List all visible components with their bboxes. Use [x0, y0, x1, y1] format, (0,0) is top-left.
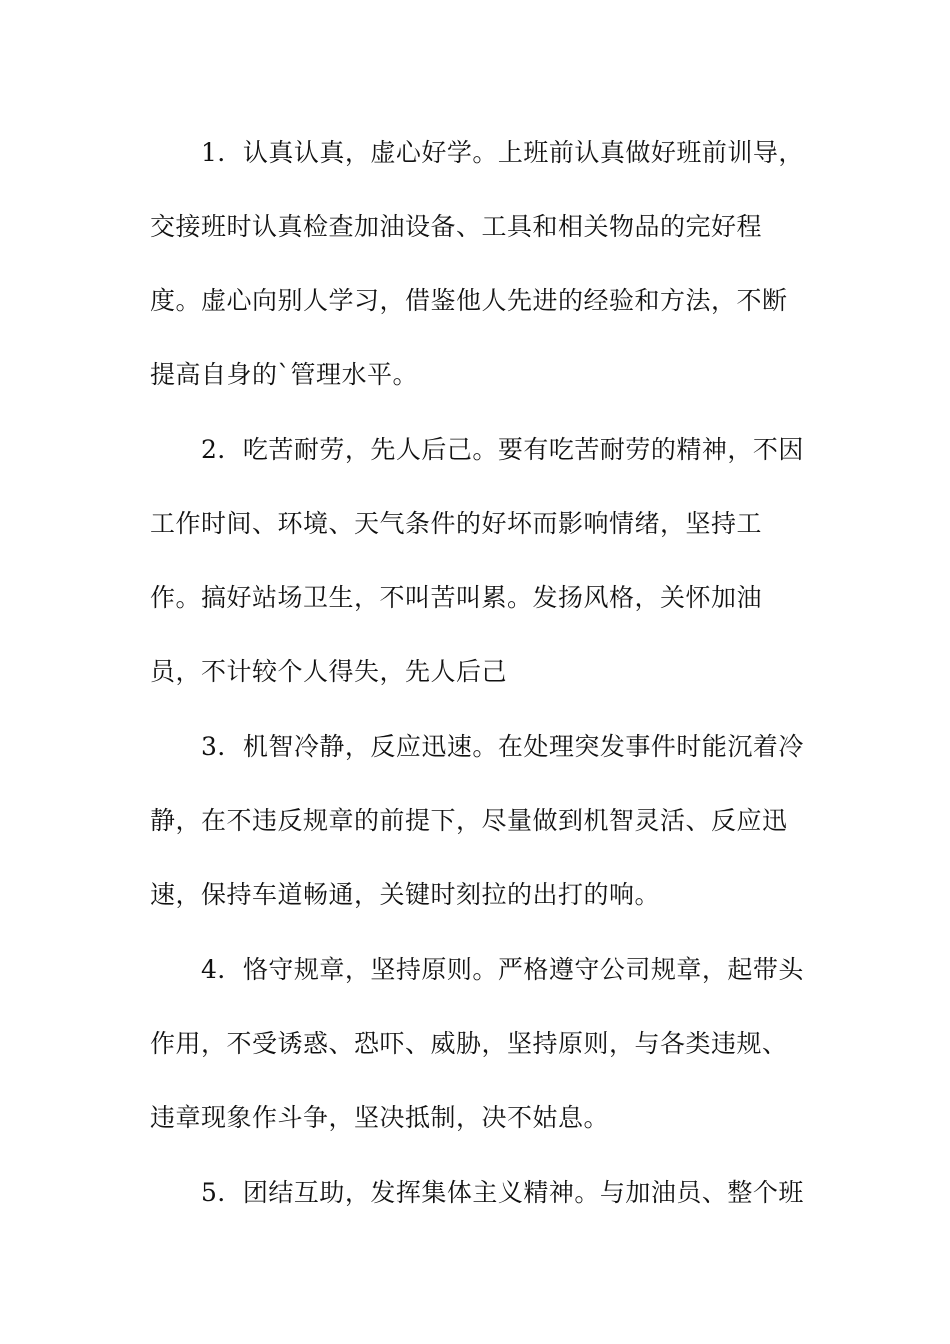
text-line-4: 提高自身的`管理水平。 — [150, 360, 419, 389]
text-line-13: 作用，不受诱惑、恐吓、威胁，坚持原则，与各类违规、 — [150, 1029, 788, 1058]
text-line-15: 5．团结互助，发挥集体主义精神。与加油员、整个班 — [150, 1178, 804, 1207]
text-line-5: 2．吃苦耐劳，先人后己。要有吃苦耐劳的精神，不因 — [150, 435, 804, 464]
text-line-1: 1．认真认真，虚心好学。上班前认真做好班前训导， — [150, 138, 804, 167]
text-line-11: 速，保持车道畅通，关键时刻拉的出打的响。 — [150, 880, 661, 909]
text-line-3: 度。虚心向别人学习，借鉴他人先进的经验和方法，不断 — [150, 286, 788, 315]
text-line-2: 交接班时认真检查加油设备、工具和相关物品的完好程 — [150, 212, 763, 241]
text-line-12: 4．恪守规章，坚持原则。严格遵守公司规章，起带头 — [150, 955, 804, 984]
text-line-10: 静，在不违反规章的前提下，尽量做到机智灵活、反应迅 — [150, 806, 788, 835]
text-line-9: 3．机智冷静，反应迅速。在处理突发事件时能沉着冷 — [150, 732, 804, 761]
text-line-6: 工作时间、环境、天气条件的好坏而影响情绪，坚持工 — [150, 509, 763, 538]
text-line-14: 违章现象作斗争，坚决抵制，决不姑息。 — [150, 1103, 610, 1132]
text-line-7: 作。搞好站场卫生，不叫苦叫累。发扬风格，关怀加油 — [150, 583, 763, 612]
text-line-8: 员，不计较个人得失，先人后己 — [150, 657, 508, 686]
